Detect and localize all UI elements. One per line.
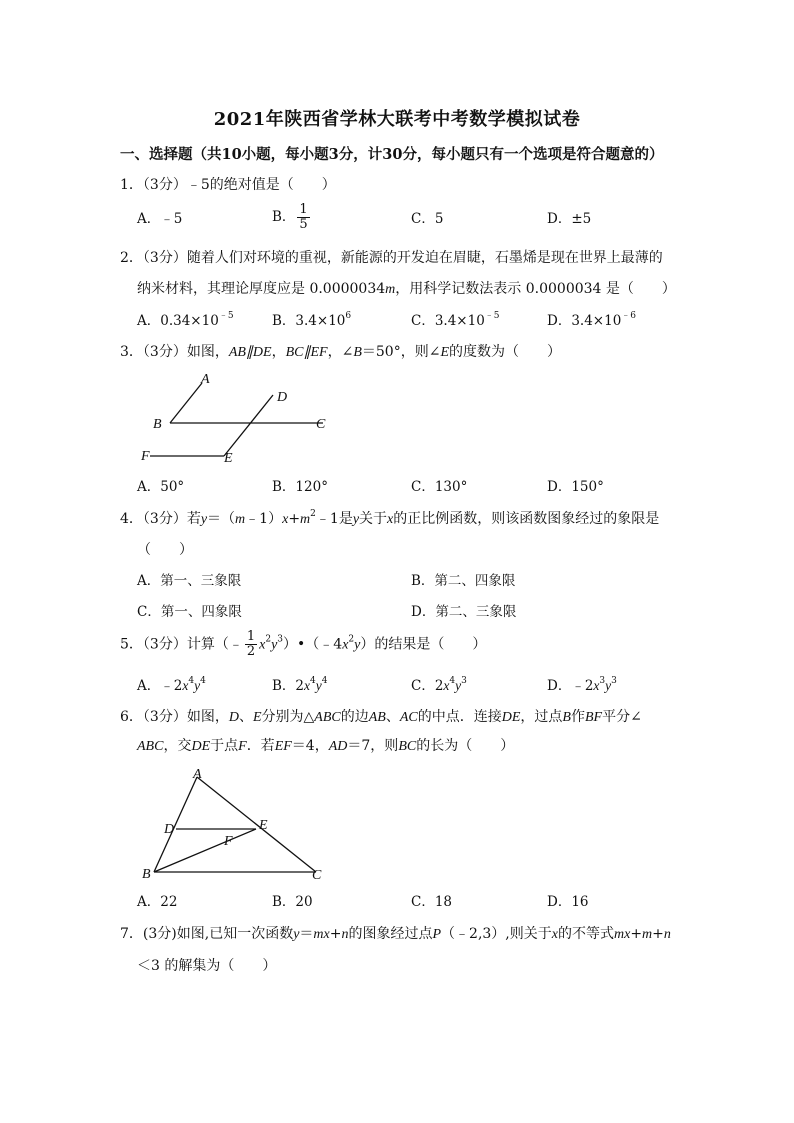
question-7-line-2: ＜3 的解集为（ ）	[137, 958, 277, 974]
q2-option-a: A．$0.34\times 10^{﹣5}$	[137, 311, 234, 329]
q5-option-a: A．$﹣2x^4y^4$	[137, 676, 206, 694]
page-title: 2021年陕西省学林大联考中考数学模拟试卷	[213, 109, 581, 130]
q1-option-c: C．5	[411, 211, 444, 227]
label-a: A	[193, 767, 202, 782]
side-ac	[197, 777, 316, 872]
q3-option-c: C．130°	[411, 479, 468, 495]
question-3-stem: 3．（3分）如图，AB∥DE，BC∥EF，∠B＝50°，则∠E的度数为（ ）	[120, 344, 561, 360]
q1-option-d: D．±5	[547, 211, 592, 227]
question-2-line-1: 2．（3分）随着人们对环境的重视，新能源的开发迫在眉睫，石墨烯是现在世界上最薄的	[120, 250, 663, 266]
q5-option-b: B．$2x^4y^4$	[272, 676, 328, 694]
label-c: C	[312, 868, 322, 883]
q1-option-a: A．﹣5	[137, 211, 183, 227]
label-e: E	[259, 818, 268, 833]
q6-option-d: D．16	[547, 894, 589, 910]
question-5-stem: 5．（3分）计算（﹣ $\frac{1}{2}$ $x^2y^3)•(﹣4x^2y)$的结果是（ ）	[120, 629, 487, 659]
q3-figure	[130, 365, 350, 475]
q2-option-b: B．$3.4\times 10^6$	[272, 311, 352, 329]
q6-option-c: C．18	[411, 894, 453, 910]
q4-option-d: D．第二、三象限	[411, 604, 517, 620]
line-ed	[224, 395, 273, 456]
q6-option-a: A．22	[137, 894, 178, 910]
label-f: F	[141, 449, 150, 464]
label-c: C	[316, 417, 326, 432]
question-6-line-2: ABC，交DE于点F．若EF＝4，AD＝7，则BC的长为（ ）	[137, 738, 515, 754]
q1-option-b: B． $\frac{1}{5}$	[272, 202, 308, 232]
label-f: F	[224, 834, 233, 849]
label-d: D	[164, 822, 175, 837]
q3-option-b: B．120°	[272, 479, 328, 495]
label-d: D	[277, 390, 288, 405]
question-6-line-1: 6．（3分）如图，D、E分别为△ABC的边AB、AC的中点．连接DE，过点B作BF平分∠	[120, 709, 642, 725]
q3-option-a: A．50°	[137, 479, 185, 495]
question-7-line-1: 7．(3分)如图,已知一次函数y＝mx+n的图象经过点P（﹣2,3）,则关于x的不等式mx+m+n	[120, 926, 671, 942]
q2-option-d: D．$3.4\times 10^{﹣6}$	[547, 311, 637, 329]
q3-option-d: D．150°	[547, 479, 604, 495]
label-a: A	[201, 372, 210, 387]
side-ab	[154, 777, 197, 872]
label-e: E	[224, 451, 233, 466]
q6-figure	[130, 765, 330, 885]
question-1-stem: 1．（3分）﹣5的绝对值是（ ）	[120, 177, 336, 193]
q4-option-b: B．第二、四象限	[411, 573, 516, 589]
q6-option-b: B．20	[272, 894, 313, 910]
label-b: B	[153, 417, 162, 432]
label-b: B	[142, 867, 151, 882]
question-4-line-1: 4．（3分）若$y=(m﹣1)x+m^2﹣1$是y关于x的正比例函数，则该函数图象经过的象限是	[120, 509, 660, 527]
q4-option-c: C．第一、四象限	[137, 604, 242, 620]
q5-option-c: C．$2x^4y^3$	[411, 676, 467, 694]
q2-option-c: C．$3.4\times 10^{﹣5}$	[411, 311, 500, 329]
fraction: $\frac{1}{5}$	[299, 202, 308, 232]
q4-option-a: A．第一、三象限	[137, 573, 242, 589]
section-heading: 一、选择题（共10小题，每小题3分，计30分，每小题只有一个选项是符合题意的）	[120, 146, 664, 163]
fraction: $\frac{1}{2}$	[246, 629, 256, 659]
question-2-line-2: 纳米材料，其理论厚度应是 0.0000034m，用科学记数法表示 0.0000034 是（ ）	[137, 281, 676, 297]
line-ab	[170, 383, 202, 423]
question-4-line-2: （ ）	[137, 542, 193, 558]
q5-option-d: D．$﹣2x^3y^3$	[547, 676, 617, 694]
